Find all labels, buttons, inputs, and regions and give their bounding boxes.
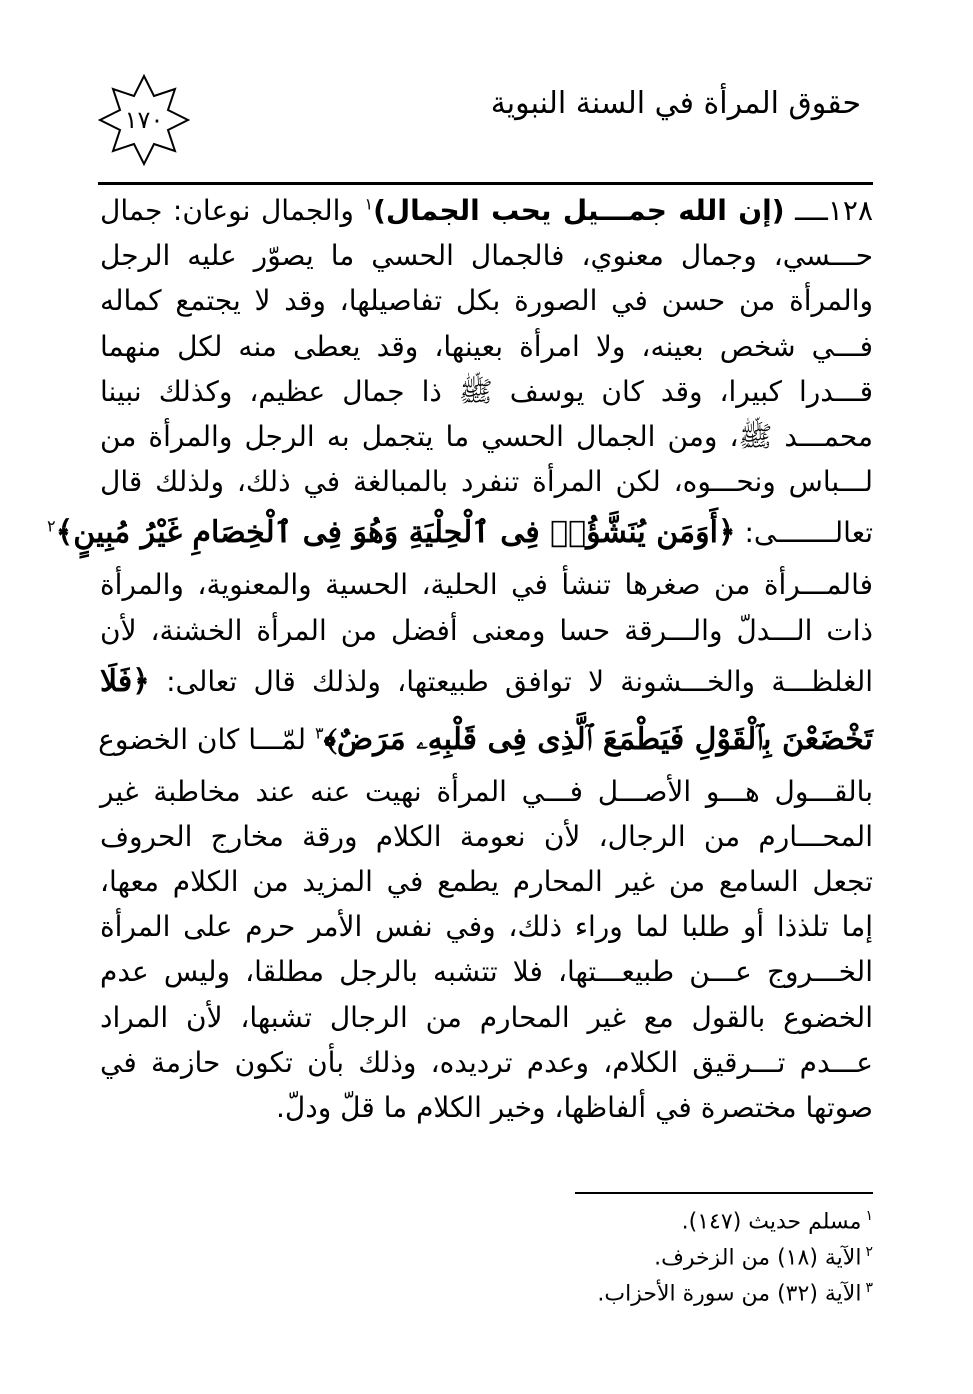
text-line: ١٢٨ــــ (إن الله جمـــيل يحب الجمال)$^١$ والجمال نوعان: جمال: [100, 194, 873, 227]
footnote-ref: ٢: [47, 516, 56, 536]
footnotes: [373, 1198, 873, 1306]
text-line: تجعل السامع من غير المحارم يطمع في المزيد من الكلام معها،: [100, 865, 873, 899]
page-number: ١٧٠: [124, 106, 164, 134]
text-line: محمـــد ﷺ، ومن الجمال الحسي ما يتجمل به الرجل والمرأة من: [100, 419, 873, 453]
text-line: الخـــروج عـــن طبيعـــتها، فلا تتشبه بالرجل مطلقا، وليس عدم: [100, 955, 873, 989]
text-line: فالمـــرأة من صغرها تنشأ في الحلية، الحسية والمعنوية، والمرأة: [100, 568, 873, 602]
text-line: ذات الـــدلّ والـــرقة حسا ومعنى أفضل من المرأة الخشنة، لأن: [100, 613, 873, 647]
footnote-divider: [575, 1192, 873, 1194]
footnote-item: $^١$مسلم حديث (١٤٧).: [681, 1208, 873, 1235]
text-line: الخضوع بالقول مع غير المحارم من الرجال تشبها، لأن المراد: [100, 1000, 873, 1034]
quran-verse: تَخْضَعْنَ بِٱلْقَوْلِ فَيَطْمَعَ ٱلَّذِى فِى قَلْبِهِۦ مَرَضٌ﴾: [323, 721, 873, 757]
text-line: المحـــارم من الرجال، لأن نعومة الكلام ورقة مخارج الحروف: [100, 819, 873, 853]
text-line: الغلظـــة والخـــشونة لا توافق طبيعتها، ولذلك قال تعالى: ﴿فَلَا: [100, 663, 873, 699]
text-line: لـــباس ونحـــوه، لكن المرأة تنفرد بالمبالغة في ذلك، ولذلك قال: [100, 465, 873, 499]
text-line: قـــدرا كبيرا، وقد كان يوسف ﷺ ذا جمال عظيم، وكذلك نبينا: [100, 374, 873, 408]
header-divider: [98, 182, 873, 185]
text-line: فـــي شخص بعينه، ولا امرأة بعينها، وقد يعطى منه لكل منهما: [100, 329, 873, 363]
text-line: بالقـــول هـــو الأصـــل فـــي المرأة نهيت عنه عند مخاطبة غير: [100, 774, 873, 808]
text-line: عـــدم تـــرقيق الكلام، وعدم ترديده، وذلك بأن تكون حازمة في: [100, 1045, 873, 1079]
hadith-heading: (إن الله جمـــيل يحب الجمال): [373, 194, 785, 227]
footnote-item: $^٣$الآية (٣٢) من سورة الأحزاب.: [597, 1280, 873, 1307]
text-line: إما تلذذا أو طلبا لما وراء ذلك، وفي نفس الأمر حرم على المرأة: [100, 910, 873, 944]
quran-verse-start: ﴿فَلَا: [100, 663, 150, 699]
text-line: والمرأة من حسن في الصورة بكل تفاصيلها، وقد لا يجتمع كماله: [100, 284, 873, 318]
footnote-ref: ١: [364, 194, 374, 214]
section-number: ١٢٨ــــ: [795, 194, 873, 227]
footnote-item: $^٢$الآية (١٨) من الزخرف.: [654, 1244, 873, 1271]
footnote-ref: ٣: [314, 723, 324, 743]
main-text: [47, 188, 873, 1130]
text-line: تَخْضَعْنَ بِٱلْقَوْلِ فَيَطْمَعَ ٱلَّذِى فِى قَلْبِهِۦ مَرَضٌ﴾$^٣$ لمّـــا كان الخضوع: [98, 721, 873, 757]
quran-verse: ﴿أَوَمَن يُنَشَّؤُا۟ فِى ٱلْحِلْيَةِ وَهُوَ فِى ٱلْخِصَامِ غَيْرُ مُبِينٍ﴾: [55, 515, 736, 551]
footnote-number: ٣: [865, 1280, 873, 1296]
text-line: صوتها مختصرة في ألفاظها، وخير الكلام ما قلّ ودلّ.: [276, 1091, 873, 1124]
page-number-badge: [96, 72, 192, 168]
footnote-number: ٢: [865, 1244, 873, 1260]
text-line: حـــسي، وجمال معنوي، فالجمال الحسي ما يصوّر عليه الرجل: [100, 239, 873, 273]
running-title: حقوق المرأة في السنة النبوية: [490, 86, 861, 121]
footnote-number: ١: [865, 1208, 873, 1224]
text-line: تعالـــــــى: ﴿أَوَمَن يُنَشَّؤُا۟ فِى ٱلْحِلْيَةِ وَهُوَ فِى ٱلْخِصَامِ غَيْرُ مُبِينٍ﴾$^٢$: [47, 515, 873, 551]
